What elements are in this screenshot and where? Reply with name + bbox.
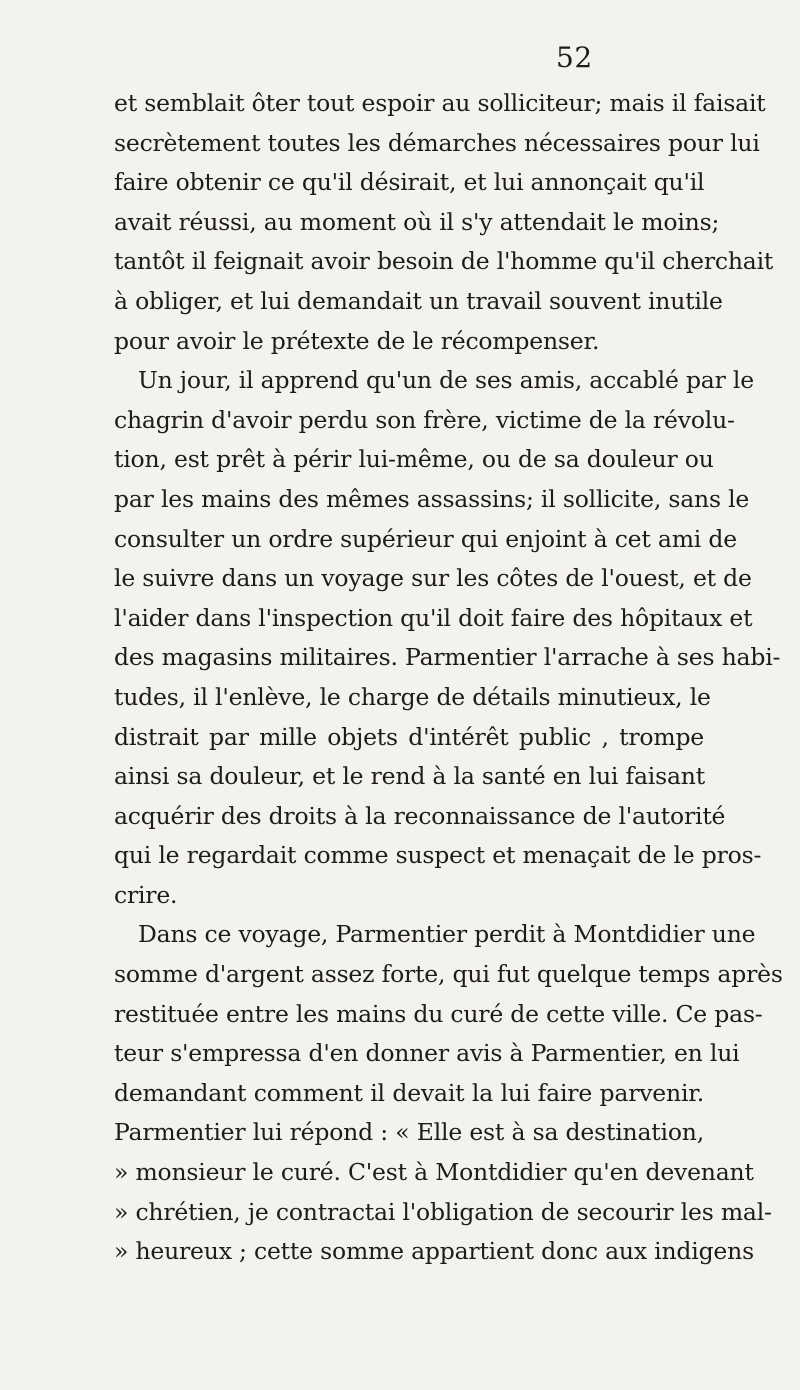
text-line: des magasins militaires. Parmentier l'arrache à ses habi-	[114, 643, 781, 672]
text-line: avait réussi, au moment où il s'y attendait le moins;	[114, 207, 720, 236]
text-line: somme d'argent assez forte, qui fut quelque temps après	[114, 960, 783, 989]
text-line: le suivre dans un voyage sur les côtes de l'ouest, et de	[114, 564, 752, 593]
text-line: demandant comment il devait la lui faire parvenir.	[114, 1078, 704, 1107]
text-line: pour avoir le prétexte de le récompenser.	[114, 326, 600, 355]
text-line: à obliger, et lui demandait un travail souvent inutile	[114, 286, 723, 315]
text-line: » heureux ; cette somme appartient donc aux indigens	[114, 1237, 754, 1266]
text-line: qui le regardait comme suspect et menaçait de le pros-	[114, 841, 762, 870]
text-line: secrètement toutes les démarches nécessaires pour lui	[114, 128, 760, 157]
text-line: chagrin d'avoir perdu son frère, victime de la révolu-	[114, 405, 735, 434]
text-line: Un jour, il apprend qu'un de ses amis, accablé par le	[138, 366, 754, 395]
text-line: tion, est prêt à périr lui-même, ou de sa douleur ou	[114, 445, 714, 474]
page-number: 52	[556, 41, 593, 74]
text-line: et semblait ôter tout espoir au solliciteur; mais il faisait	[114, 89, 766, 117]
text-line: distrait par mille objets d'intérêt public , trompe	[114, 722, 704, 751]
text-line: Parmentier lui répond : « Elle est à sa destination,	[114, 1118, 704, 1147]
text-line: teur s'empressa d'en donner avis à Parmentier, en lui	[114, 1039, 740, 1068]
text-line: acquérir des droits à la reconnaissance de l'autorité	[114, 801, 726, 830]
text-line: tudes, il l'enlève, le charge de détails minutieux, le	[114, 682, 711, 711]
body-text	[114, 84, 783, 1272]
text-line: faire obtenir ce qu'il désirait, et lui annonçait qu'il	[114, 168, 705, 197]
text-line: consulter un ordre supérieur qui enjoint à cet ami de	[114, 524, 737, 553]
text-line: ainsi sa douleur, et le rend à la santé en lui faisant	[114, 762, 705, 791]
text-line: par les mains des mêmes assassins; il sollicite, sans le	[114, 484, 750, 513]
text-line: » chrétien, je contractai l'obligation de secourir les mal-	[114, 1197, 772, 1226]
text-line: tantôt il feignait avoir besoin de l'homme qu'il cherchait	[114, 247, 774, 276]
text-line: Dans ce voyage, Parmentier perdit à Montdidier une	[138, 920, 756, 949]
text-line: restituée entre les mains du curé de cette ville. Ce pas-	[114, 999, 763, 1028]
text-line: l'aider dans l'inspection qu'il doit faire des hôpitaux et	[114, 603, 753, 632]
text-line: » monsieur le curé. C'est à Montdidier qu'en devenant	[114, 1158, 754, 1187]
text-line: crire.	[114, 880, 178, 909]
